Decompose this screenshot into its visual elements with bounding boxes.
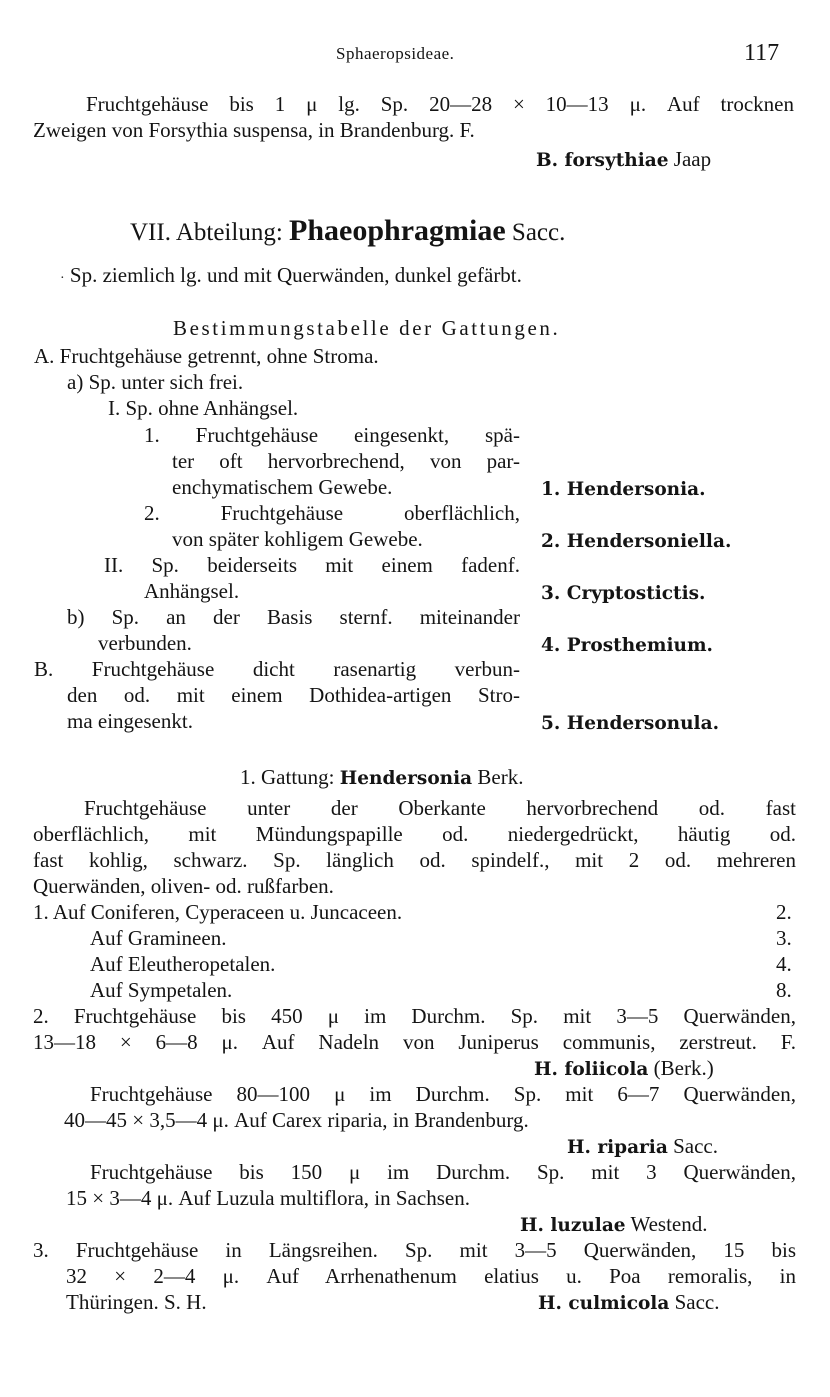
species-entry-line: 13—18 × 6—8 μ. Auf Nadeln von Juniperus communis, zerstreut. F. bbox=[33, 1030, 796, 1054]
key-result-genus: 4. Prosthemium. bbox=[541, 635, 714, 656]
species-author: Sacc. bbox=[673, 1134, 718, 1158]
genus-description-line: oberflächlich, mit Mündungspapille od. niedergedrückt, häutig od. bbox=[33, 822, 796, 846]
genus-prefix: 1. Gattung: bbox=[240, 765, 335, 789]
key-couplet-line: Auf Gramineen. bbox=[90, 926, 227, 950]
running-header-title: Sphaeropsideae. bbox=[336, 44, 455, 63]
species-name: B. forsythiae bbox=[536, 150, 669, 171]
key-title: Bestimmungstabelle der Gattungen. bbox=[173, 316, 561, 340]
key-line: ter oft hervorbrechend, von par- bbox=[172, 449, 520, 473]
species-author: Westend. bbox=[630, 1212, 708, 1236]
key-line: A. Fruchtgehäuse getrennt, ohne Stroma. bbox=[34, 344, 379, 368]
species-culmicola bbox=[538, 1289, 719, 1317]
species-luzulae bbox=[520, 1211, 708, 1239]
key-couplet-target: 3. bbox=[776, 926, 792, 950]
genus-author: Berk. bbox=[477, 765, 524, 789]
key-line: verbunden. bbox=[98, 631, 192, 655]
species-name: H. riparia bbox=[567, 1137, 668, 1158]
genus-description-line: fast kohlig, schwarz. Sp. länglich od. spindelf., mit 2 od. mehreren bbox=[33, 848, 796, 872]
species-entry-line: Thüringen. S. H. bbox=[66, 1290, 207, 1314]
key-couplet-line: Auf Sympetalen. bbox=[90, 978, 233, 1002]
intro-line-1: Fruchtgehäuse bis 1 μ lg. Sp. 20—28 × 10—13 μ. Auf trocknen bbox=[86, 92, 794, 116]
genus-name: Hendersonia bbox=[339, 768, 473, 789]
species-name: H. culmicola bbox=[538, 1293, 670, 1314]
genus-description-line: Fruchtgehäuse unter der Oberkante hervorbrechend od. fast bbox=[84, 796, 796, 820]
section-name: Phaeophragmiae bbox=[289, 214, 506, 247]
intro-line-2: Zweigen von Forsythia suspensa, in Brandenburg. F. bbox=[33, 118, 475, 142]
key-couplet-line: 1. Auf Coniferen, Cyperaceen u. Juncaceen. bbox=[33, 900, 403, 924]
key-line: von später kohligem Gewebe. bbox=[172, 527, 423, 551]
key-couplet-line: Auf Eleutheropetalen. bbox=[90, 952, 276, 976]
key-line: a) Sp. unter sich frei. bbox=[67, 370, 244, 394]
section-heading bbox=[130, 214, 566, 247]
species-entry-line: 32 × 2—4 μ. Auf Arrhenathenum elatius u. Poa remoralis, in bbox=[66, 1264, 796, 1288]
key-line: II. Sp. beiderseits mit einem fadenf. bbox=[104, 553, 520, 577]
stray-dot: · bbox=[60, 271, 65, 286]
species-forsythiae bbox=[536, 146, 711, 174]
genus-description-line: Querwänden, oliven- od. rußfarben. bbox=[33, 874, 334, 898]
key-line: enchymatischem Gewebe. bbox=[172, 475, 393, 499]
species-author: Sacc. bbox=[674, 1290, 720, 1314]
key-result-genus: 2. Hendersoniella. bbox=[541, 531, 732, 552]
key-line: 2. Fruchtgehäuse oberflächlich, bbox=[144, 501, 520, 525]
key-couplet-target: 4. bbox=[776, 952, 792, 976]
section-prefix: VII. Abteilung: bbox=[130, 219, 283, 246]
section-author: Sacc. bbox=[511, 219, 566, 246]
species-entry-line: 2. Fruchtgehäuse bis 450 μ im Durchm. Sp. mit 3—5 Querwänden, bbox=[33, 1004, 796, 1028]
key-line: den od. mit einem Dothidea-artigen Stro- bbox=[67, 683, 520, 707]
species-entry-line: Fruchtgehäuse 80—100 μ im Durchm. Sp. mit 6—7 Querwänden, bbox=[90, 1082, 796, 1106]
species-name: H. foliicola bbox=[534, 1059, 649, 1080]
species-entry-line: 40—45 × 3,5—4 μ. Auf Carex riparia, in Brandenburg. bbox=[64, 1108, 529, 1132]
page-number: 117 bbox=[744, 40, 780, 66]
key-line: B. Fruchtgehäuse dicht rasenartig verbun- bbox=[34, 657, 520, 681]
species-foliicola bbox=[534, 1055, 714, 1083]
species-name: H. luzulae bbox=[520, 1215, 626, 1236]
key-result-genus: 1. Hendersonia. bbox=[541, 479, 706, 500]
key-line: Anhängsel. bbox=[144, 579, 240, 603]
key-couplet-target: 8. bbox=[776, 978, 792, 1002]
species-entry-line: Fruchtgehäuse bis 150 μ im Durchm. Sp. mit 3 Querwänden, bbox=[90, 1160, 796, 1184]
key-result-genus: 5. Hendersonula. bbox=[541, 713, 720, 734]
section-description: · Sp. ziemlich lg. und mit Querwänden, dunkel gefärbt. bbox=[60, 263, 522, 287]
species-author: (Berk.) bbox=[653, 1056, 714, 1080]
genus-heading bbox=[240, 764, 523, 792]
key-line: 1. Fruchtgehäuse eingesenkt, spä- bbox=[144, 423, 520, 447]
key-couplet-target: 2. bbox=[776, 900, 792, 924]
species-entry-line: 15 × 3—4 μ. Auf Luzula multiflora, in Sachsen. bbox=[66, 1186, 470, 1210]
species-entry-line: 3. Fruchtgehäuse in Längsreihen. Sp. mit 3—5 Querwänden, 15 bis bbox=[33, 1238, 796, 1262]
key-line: ma eingesenkt. bbox=[67, 709, 193, 733]
key-line: I. Sp. ohne Anhängsel. bbox=[108, 396, 299, 420]
species-riparia bbox=[567, 1133, 718, 1161]
key-line: b) Sp. an der Basis sternf. miteinander bbox=[67, 605, 520, 629]
species-author: Jaap bbox=[673, 147, 712, 171]
key-result-genus: 3. Cryptostictis. bbox=[541, 583, 706, 604]
